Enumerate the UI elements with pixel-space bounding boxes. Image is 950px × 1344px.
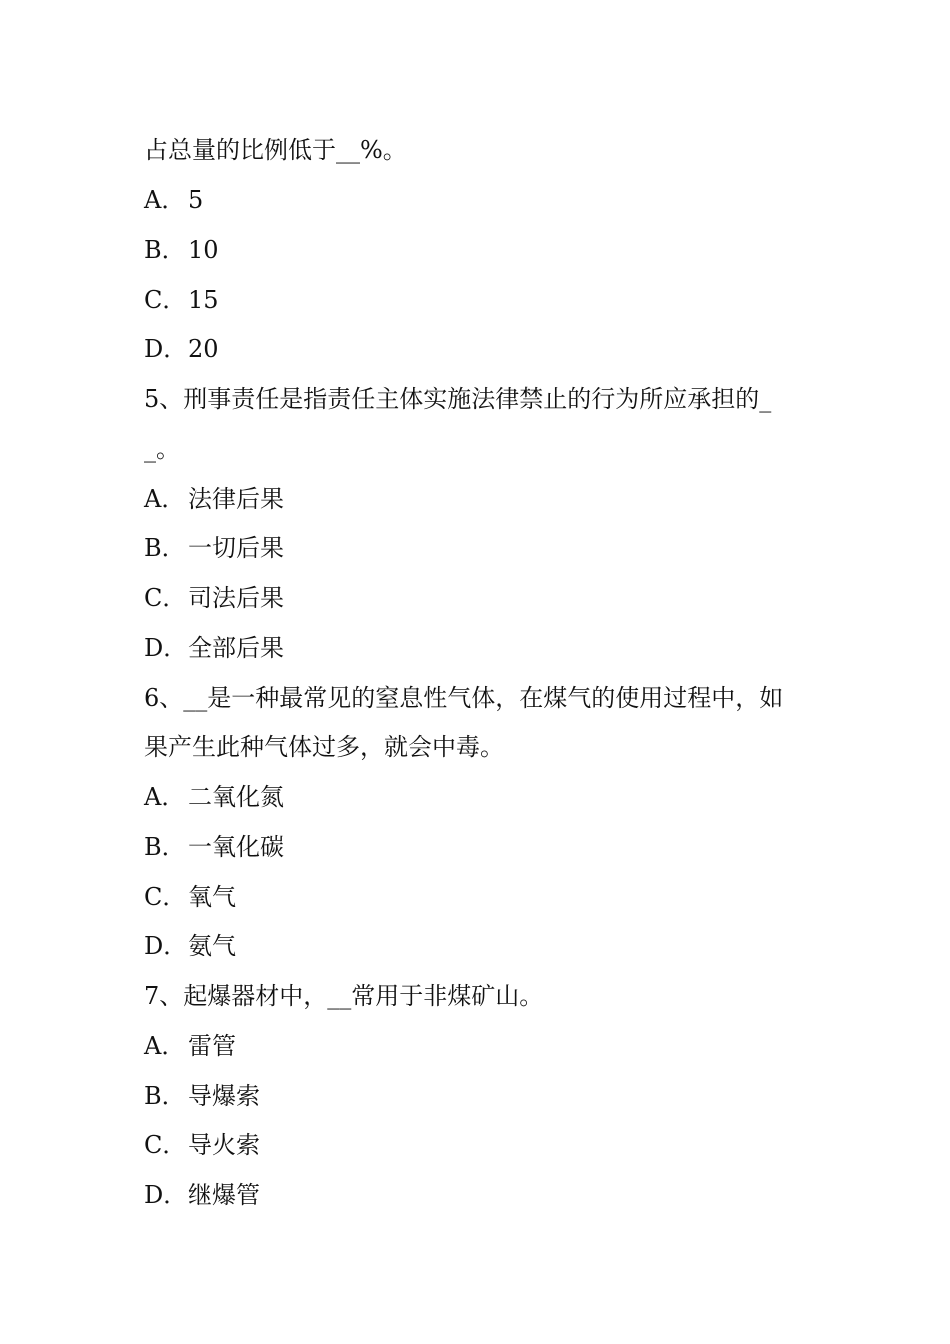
question-6-text-cont: 果产生此种气体过多，就会中毒。 <box>144 733 504 761</box>
option-label: C． <box>144 1131 187 1159</box>
question-continuation-text: 占总量的比例低于__%。 <box>144 136 407 164</box>
option-text: 全部后果 <box>188 634 284 662</box>
option-b <box>144 236 219 264</box>
option-label: D． <box>144 1181 188 1209</box>
option-text: 雷管 <box>188 1032 236 1060</box>
option-text: 15 <box>188 286 219 314</box>
option-a <box>144 186 203 214</box>
option-label: A． <box>144 186 186 214</box>
option-text: 一氧化碳 <box>188 833 284 861</box>
option-a <box>144 1032 236 1060</box>
option-label: B． <box>144 833 186 861</box>
option-label: D． <box>144 335 188 363</box>
option-text: 法律后果 <box>188 485 284 513</box>
option-c <box>144 584 284 612</box>
option-text: 10 <box>188 236 219 264</box>
option-label: C． <box>144 584 187 612</box>
option-c <box>144 883 236 911</box>
option-c <box>144 286 219 314</box>
option-text: 一切后果 <box>188 534 284 562</box>
option-label: B． <box>144 534 186 562</box>
option-text: 20 <box>188 335 219 363</box>
option-label: C． <box>144 883 187 911</box>
question-5-text: 5、刑事责任是指责任主体实施法律禁止的行为所应承担的_ <box>144 385 772 413</box>
option-label: B． <box>144 1082 186 1110</box>
option-d <box>144 932 236 960</box>
option-text: 导爆索 <box>188 1082 260 1110</box>
option-b <box>144 833 284 861</box>
option-d <box>144 634 284 662</box>
option-text: 5 <box>188 186 204 214</box>
option-label: C． <box>144 286 187 314</box>
option-d <box>144 335 219 363</box>
question-7-text: 7、起爆器材中，__常用于非煤矿山。 <box>144 982 544 1010</box>
question-5-text-cont: _。 <box>144 435 180 463</box>
option-a <box>144 485 284 513</box>
option-label: D． <box>144 932 188 960</box>
option-text: 氧气 <box>188 883 236 911</box>
option-label: B． <box>144 236 186 264</box>
option-label: A． <box>144 1032 186 1060</box>
option-a <box>144 783 284 811</box>
question-6-text: 6、__是一种最常见的窒息性气体，在煤气的使用过程中，如 <box>144 684 784 712</box>
option-text: 氨气 <box>188 932 236 960</box>
option-label: A． <box>144 485 186 513</box>
option-d <box>144 1181 260 1209</box>
option-label: A． <box>144 783 186 811</box>
option-text: 导火索 <box>188 1131 260 1159</box>
option-text: 二氧化氮 <box>188 783 284 811</box>
option-b <box>144 1082 260 1110</box>
option-text: 司法后果 <box>188 584 284 612</box>
option-c <box>144 1131 260 1159</box>
option-label: D． <box>144 634 188 662</box>
option-text: 继爆管 <box>188 1181 260 1209</box>
option-b <box>144 534 284 562</box>
